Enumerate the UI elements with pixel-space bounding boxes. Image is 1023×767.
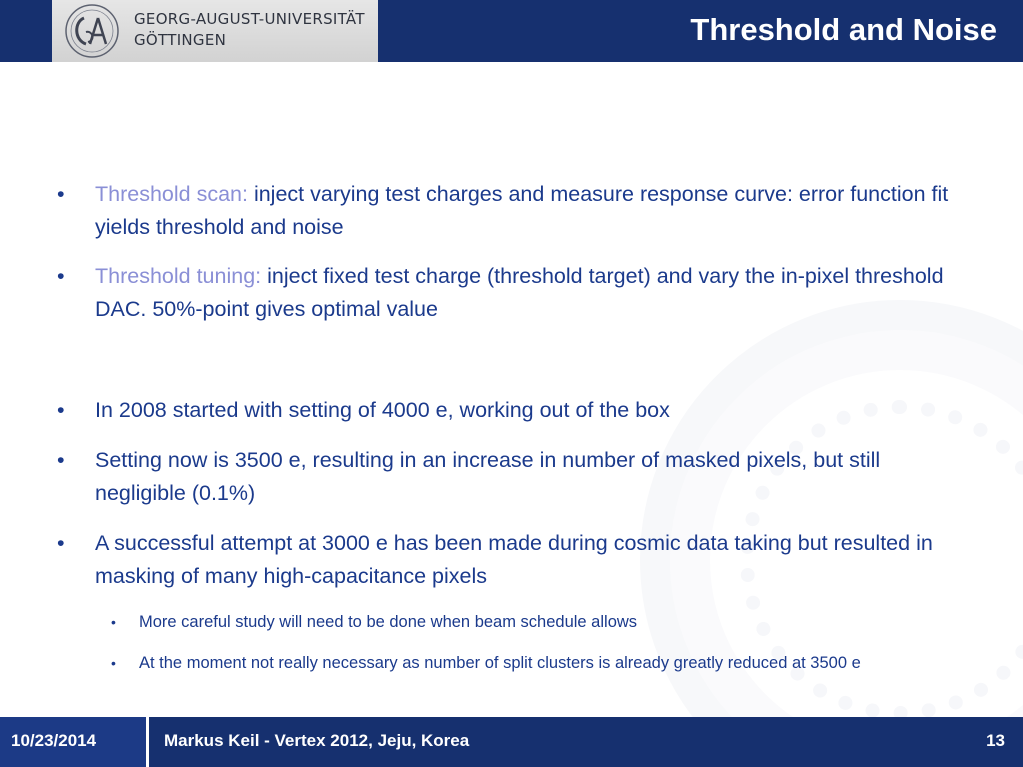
bullet-highlight: Threshold scan: — [95, 182, 248, 206]
footer-author: Markus Keil - Vertex 2012, Jeju, Korea — [164, 731, 470, 750]
bullet-item — [57, 394, 957, 427]
sub-bullet-dot: • — [111, 655, 116, 671]
bullet-dot: • — [57, 531, 65, 555]
university-logo — [52, 0, 378, 62]
footer-bar — [146, 717, 1023, 767]
bullet-dot: • — [57, 264, 65, 288]
bullet-text: inject fixed test charge (threshold target) and vary the in-pixel threshold DAC. 50%-point gives optimal value — [95, 264, 944, 321]
bullet-item — [57, 444, 957, 510]
sub-bullet-item — [57, 609, 957, 635]
footer-date: 10/23/2014 — [11, 731, 97, 750]
sub-bullet-text: More careful study will need to be done when beam schedule allows — [139, 613, 638, 631]
sub-bullet-text: At the moment not really necessary as number of split clusters is already greatly reduced at 3500 e — [139, 654, 861, 672]
bullet-highlight: Threshold tuning: — [95, 264, 262, 288]
bullet-item — [57, 527, 957, 593]
university-seal-icon — [62, 2, 122, 60]
bullet-item — [57, 260, 957, 326]
bullet-dot: • — [57, 398, 65, 422]
sub-bullet-item — [57, 650, 957, 676]
bullet-dot: • — [57, 448, 65, 472]
bullet-item — [57, 178, 957, 244]
bullet-text: inject varying test charges and measure response curve: error function fit yields threshold and noise — [95, 182, 949, 239]
header-bar — [0, 0, 1023, 62]
bullet-text: Setting now is 3500 e, resulting in an increase in number of masked pixels, but still negligible (0.1%) — [95, 448, 881, 505]
footer-date-panel — [0, 717, 146, 767]
bullet-dot: • — [57, 182, 65, 206]
logo-line-1: GEORG-AUGUST-UNIVERSITÄT — [134, 10, 365, 28]
page-number: 13 — [986, 731, 1005, 750]
slide-title: Threshold and Noise — [690, 12, 997, 47]
logo-line-2: GÖTTINGEN — [134, 31, 227, 49]
sub-bullet-dot: • — [111, 614, 116, 630]
bullet-text: A successful attempt at 3000 e has been made during cosmic data taking but resulted in masking of many high-capacitance pixels — [95, 531, 933, 588]
logo-text — [134, 9, 365, 51]
bullet-text: In 2008 started with setting of 4000 e, working out of the box — [95, 398, 670, 422]
